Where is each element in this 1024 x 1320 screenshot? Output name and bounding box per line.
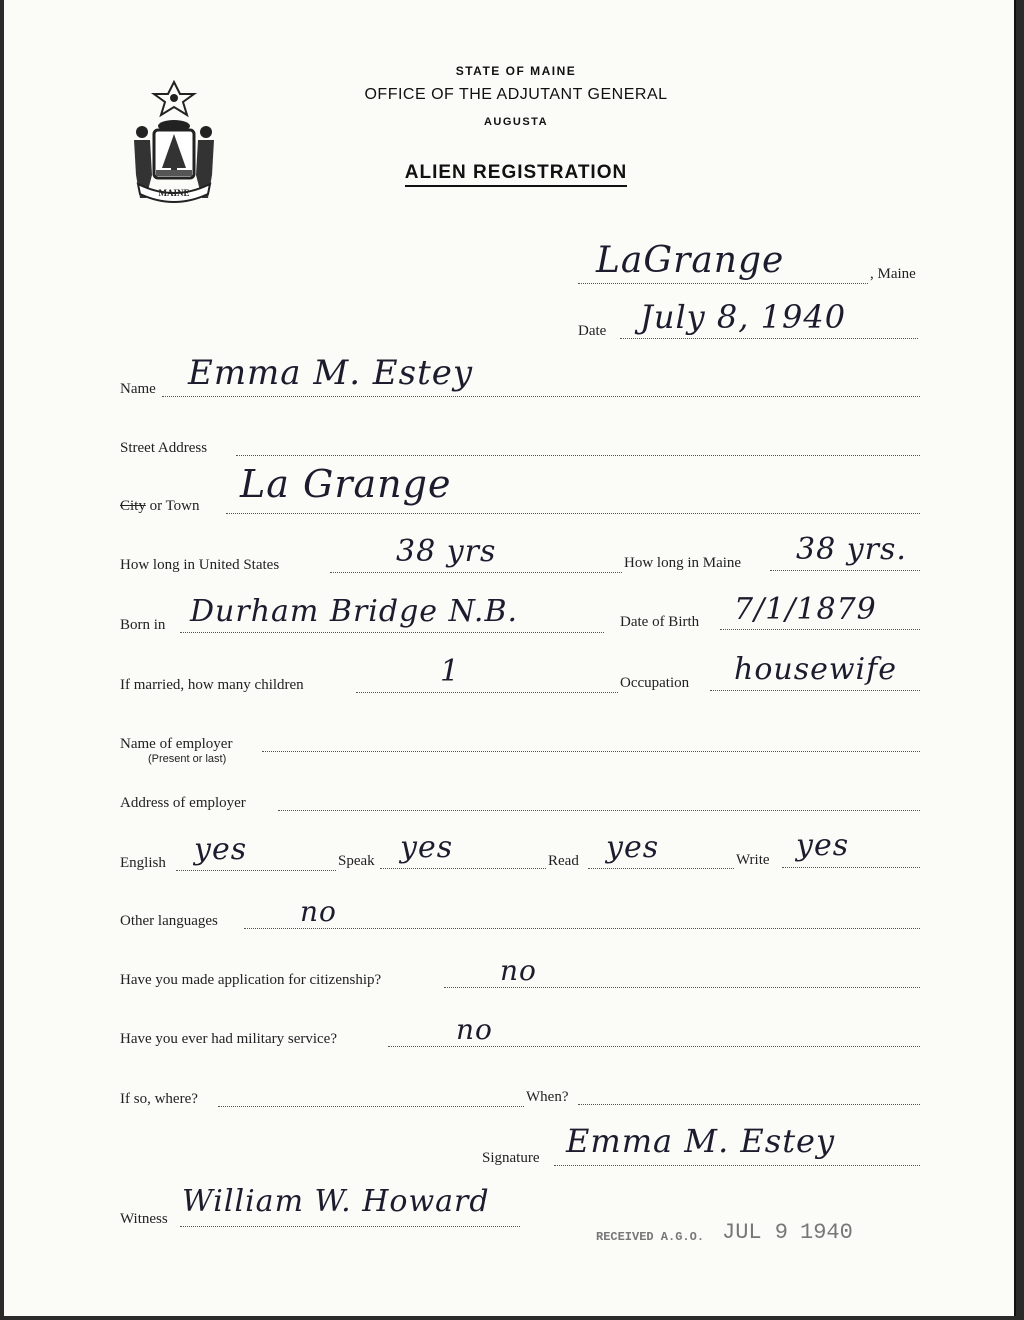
received-stamp-date: JUL 9 — [722, 1220, 789, 1245]
born-label: Born in — [120, 617, 166, 633]
read-label: Read — [548, 853, 579, 869]
town-label-text: or Town — [145, 498, 200, 514]
born-line — [180, 632, 604, 633]
citizenship-line — [444, 987, 920, 988]
name-line — [162, 396, 920, 397]
read-value: yes — [606, 830, 660, 865]
write-line — [782, 867, 920, 868]
seal-text: MAINE — [158, 188, 190, 198]
other-lang-value: no — [300, 895, 337, 928]
town-value: La Grange — [240, 462, 452, 506]
citizenship-label: Have you made application for citizenship? — [120, 972, 382, 988]
place-line — [578, 283, 868, 284]
english-label: English — [120, 855, 166, 871]
street-line — [236, 455, 920, 456]
signature-label: Signature — [482, 1150, 540, 1166]
signature-line — [554, 1165, 920, 1166]
write-value: yes — [796, 828, 850, 863]
place-value: LaGrange — [596, 240, 785, 281]
employer-label: Name of employer — [120, 736, 233, 752]
employer-line — [262, 751, 920, 752]
street-label: Street Address — [120, 440, 208, 456]
english-value: yes — [194, 832, 248, 867]
other-lang-line — [244, 928, 920, 929]
name-value: Emma M. Estey — [188, 353, 474, 393]
where-line — [218, 1106, 524, 1107]
date-label: Date — [578, 323, 607, 339]
how-long-us-value: 38 yrs — [396, 534, 497, 569]
military-label: Have you ever had military service? — [120, 1031, 337, 1047]
born-value: Durham Bridge N.B. — [190, 594, 519, 629]
how-long-me-label: How long in Maine — [624, 555, 742, 571]
form-page — [4, 0, 1016, 1316]
speak-value: yes — [400, 830, 454, 865]
read-line — [588, 868, 734, 869]
how-long-me-value: 38 yrs. — [796, 532, 907, 567]
speak-label: Speak — [338, 853, 375, 869]
form-title-text: ALIEN REGISTRATION — [405, 162, 627, 187]
speak-line — [380, 868, 546, 869]
occupation-value: housewife — [734, 652, 897, 687]
children-line — [356, 692, 618, 693]
signature-value: Emma M. Estey — [566, 1122, 836, 1160]
header-city: AUGUSTA — [483, 116, 549, 128]
how-long-us-line — [330, 572, 622, 573]
dob-line — [720, 629, 920, 630]
place-suffix: , Maine — [870, 266, 916, 282]
how-long-me-line — [770, 570, 920, 571]
town-label-struck: City — [120, 498, 146, 514]
town-line — [226, 513, 920, 514]
occupation-line — [710, 690, 920, 691]
how-long-us-label: How long in United States — [120, 557, 280, 573]
date-value: July 8, 1940 — [640, 298, 847, 336]
received-stamp-year: 1940 — [800, 1220, 853, 1245]
form-title — [4, 162, 1024, 184]
employer-addr-line — [278, 810, 920, 811]
header-state: STATE OF MAINE — [455, 64, 577, 78]
date-line — [620, 338, 918, 339]
dob-label: Date of Birth — [620, 614, 700, 630]
children-label: If married, how many children — [120, 677, 304, 693]
military-value: no — [456, 1013, 493, 1046]
citizenship-value: no — [500, 954, 537, 987]
children-value: 1 — [440, 654, 461, 689]
english-line — [176, 870, 336, 871]
employer-sub: (Present or last) — [148, 753, 227, 765]
occupation-label: Occupation — [620, 675, 690, 691]
received-stamp-prefix: RECEIVED A.G.O. — [596, 1230, 705, 1244]
other-lang-label: Other languages — [120, 913, 218, 929]
witness-line — [180, 1226, 520, 1227]
town-label — [120, 498, 200, 515]
witness-label: Witness — [120, 1211, 168, 1227]
header-office: OFFICE OF THE ADJUTANT GENERAL — [364, 86, 668, 103]
when-line — [578, 1104, 920, 1105]
name-label: Name — [120, 381, 156, 397]
write-label: Write — [736, 852, 770, 868]
military-line — [388, 1046, 920, 1047]
where-label: If so, where? — [120, 1091, 198, 1107]
when-label: When? — [526, 1089, 569, 1105]
witness-value: William W. Howard — [182, 1184, 490, 1219]
employer-addr-label: Address of employer — [120, 795, 246, 811]
dob-value: 7/1/1879 — [734, 592, 877, 627]
